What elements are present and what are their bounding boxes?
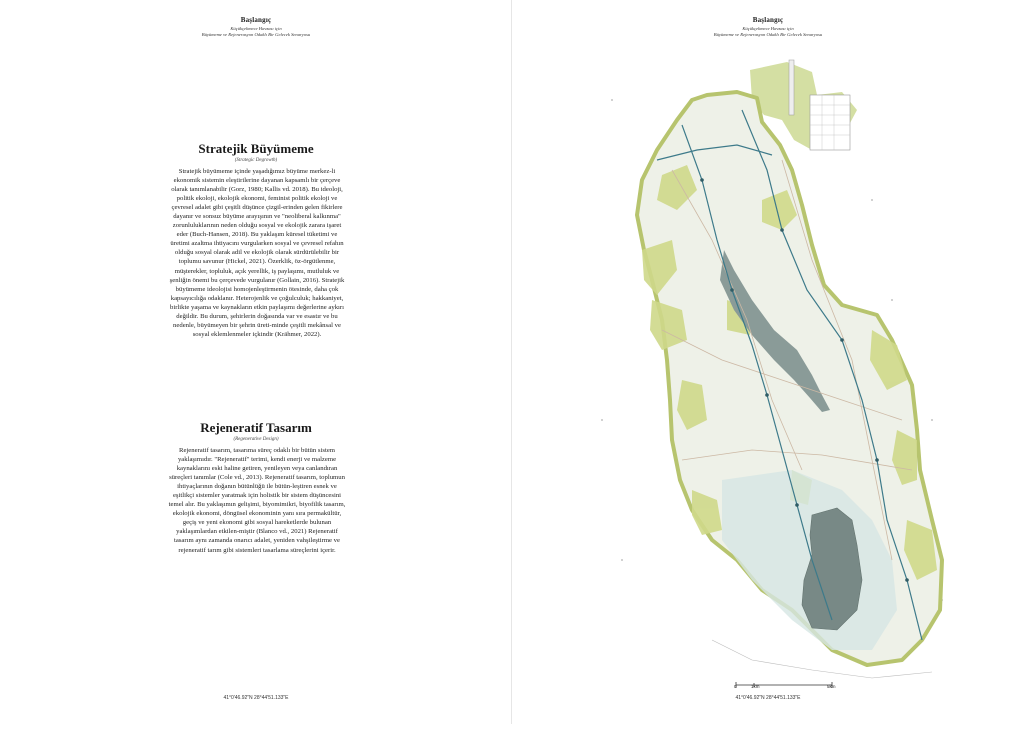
kucukcekmece-lagoon	[802, 508, 862, 630]
left-page	[0, 0, 512, 724]
coordinates-footer: 41°0'46.92"N 28°44'51.133"E	[735, 695, 801, 701]
airport-runway	[789, 60, 794, 115]
header-subtitle-2: Büyümeme ve Rejenerasyon Odaklı Bir Gelecek Senaryosu	[713, 32, 823, 37]
scale-bar	[734, 676, 834, 690]
section-title-regenerative: Rejeneratif Tasarım	[200, 420, 312, 435]
scale-end: 5km	[827, 684, 836, 689]
industrial-block	[810, 95, 850, 150]
header-title: Başlangıç	[752, 16, 784, 24]
section-body-degrowth	[167, 167, 347, 339]
left-running-header	[0, 16, 512, 37]
coordinates-footer: 41°0'46.92"N 28°44'51.133"E	[223, 695, 289, 701]
header-subtitle-1: Küçükçekmece Havzası için	[742, 26, 794, 31]
right-page	[512, 0, 1024, 724]
header-subtitle-2: Büyümeme ve Rejenerasyon Odaklı Bir Gelecek Senaryosu	[201, 32, 311, 37]
watershed-map	[512, 0, 1024, 724]
section-subtitle-degrowth: (Strategic Degrowth)	[234, 158, 278, 163]
scale-mid: 1km	[751, 684, 760, 689]
section-subtitle-regenerative: (Regenerative Design)	[233, 437, 279, 442]
scale-zero: 0	[734, 684, 737, 689]
section-body-regenerative	[167, 446, 347, 555]
scale-bar-line	[734, 681, 834, 689]
paragraph: Stratejik büyümeme içinde yaşadığımız büyüme merkez-li ekonomik sistemin eleştirilerine dayanan kapsamlı bir çerçeve olarak tanımlanabilir (Gorz, 1980; Kallis vd. 2018). Bu ideoloji, politik ekoloji, ekolojik ekonomi, feminist politik ekoloji ve çevresel adalet gibi çeşitli düşünce çizgil-erinden gelen fikirlere dayanır ve sonsuz büyüme arayışının ve "neoliberal kalkınma" zorunluluklarının neden olduğu sosyal ve ekolojik zarara işaret eder (Buch-Hansen, 2018). Bu yaklaşım küresel tüketimi ve üretimi azaltma ihtiyacını vurgularken sosyal ve çevresel refahın olduğu sosyal olarak adil ve ekolojik olarak sürdürülebilir bir toplumu savunur (Hickel, 2021). Özerklik, öz-örgütlenme, müşterekler, topluluk, açık yerellik, iş paylaşımı, mutluluk ve şenliğin önemi bu çerçevede vurgulanır (Gollain, 2016). Stratejik büyümeme ideolojisi homojenleştirmenin ötesinde, daha çok kapsayıcılığa odaklanır. Heterojenlik ve çoğulculuk; hakkaniyet, birlikte yaşama ve kaynakların etkin paylaşımı değerlerine aykırı değildir. Bu durum, şehirlerin doğasında var ve esastır ve bu nedenle, büyümeyen bir şehrin üreti-minde çeşitli mekânsal ve sosyal eklemlenmeler içkindir (Krähmer, 2022).	[169, 168, 345, 338]
header-title: Başlangıç	[240, 16, 272, 24]
paragraph: Rejeneratif tasarım, tasarıma süreç odaklı bir bütün sistem yaklaşımıdır. "Rejeneratif" terimi, kendi enerji ve malzeme kaynaklarını eski haline getiren, yenileyen veya canlandıran süreçleri tanımlar (Cole vd., 2013). Rejeneratif tasarım, toplumun ihtiyaçlarının doğanın bütünlüğü ile bütün-leştiren esnek ve eşitlikçi sistemler yaratmak için holistik bir sistem düşüncesini temel alır. Bu yaklaşımın gelişimi, biyomimikri, biyofilik tasarım, ekolojik ekonomi, döngüsel ekonominin yanı sıra permakültür, geçiş ve yeni ekonomi gibi sosyal hareketlerde bulunan yaklaşımlardan etkilen-miştir (Blanco vd., 2021) Rejeneratif tasarım aynı zamanda onarıcı adalet, yeniden vahşileştirme ve rejeneratif tarım gibi sistemleri tasarlama süreçlerini içerir.	[168, 447, 346, 554]
header-subtitle-1: Küçükçekmece Havzası için	[230, 26, 282, 31]
map-drawing	[512, 0, 1024, 724]
section-title-degrowth: Stratejik Büyümeme	[198, 141, 314, 156]
